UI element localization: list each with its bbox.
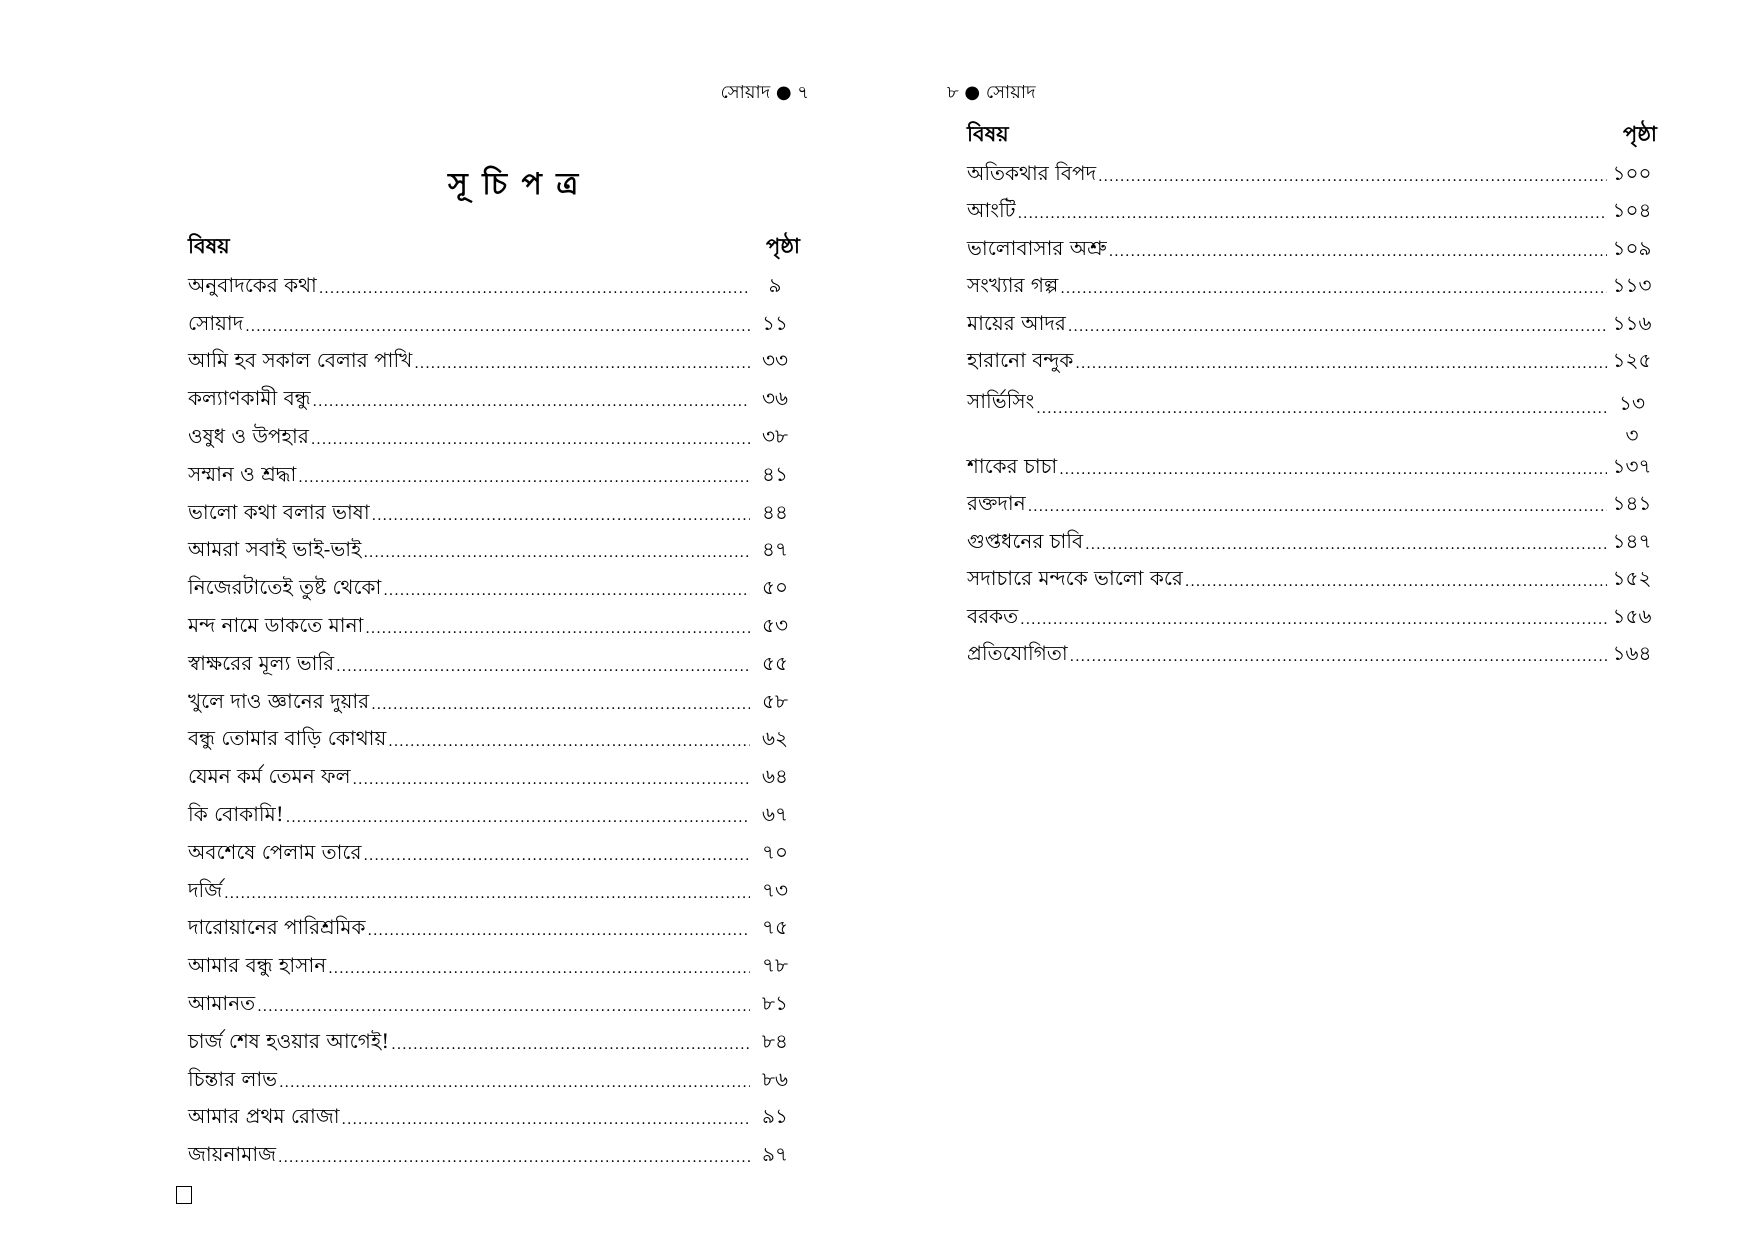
dot-leader — [371, 697, 750, 713]
toc-entry-page: ৩৮ — [762, 423, 788, 448]
dot-leader — [1098, 169, 1607, 185]
toc-entry-title: সংখ্যার গল্প — [967, 273, 1059, 297]
dot-leader — [319, 281, 750, 297]
toc-entry-page: ৯১ — [762, 1104, 788, 1129]
toc-entry-title: ভালো কথা বলার ভাষা — [188, 499, 370, 524]
toc-entry-title: প্রতিযোগিতা — [967, 641, 1068, 665]
toc-entry — [188, 644, 800, 682]
toc-entry — [967, 342, 1657, 380]
toc-entry-title: অনুবাদকের কথা — [188, 272, 317, 297]
dot-leader — [298, 470, 750, 486]
toc-entry-page: ১১৬ — [1612, 310, 1652, 335]
dot-leader — [1028, 499, 1607, 515]
toc-entry-page: ৭৫ — [762, 915, 788, 940]
toc-entry — [967, 560, 1657, 598]
toc-entry-page: ৭০ — [761, 839, 788, 864]
toc-entry-title: বন্ধু তোমার বাড়ি কোথায় — [188, 726, 387, 751]
page-header: পৃষ্ঠা — [765, 232, 800, 258]
toc-entry-title: অতিকথার বিপদ — [967, 160, 1097, 185]
dot-leader — [279, 1075, 750, 1091]
toc-entry-title: অবশেষে পেলাম তারে — [188, 839, 362, 864]
right-page — [877, 0, 1754, 1241]
toc-entry-title: চিন্তার লাভ — [188, 1066, 278, 1091]
toc-entry — [188, 871, 800, 909]
toc-entry — [188, 682, 800, 720]
toc-entry-page: ৬৪ — [762, 764, 788, 789]
toc-entry-title: কি বোকামি! — [188, 801, 284, 826]
toc-entry — [188, 568, 800, 606]
dot-leader — [363, 545, 750, 561]
toc-entry — [967, 447, 1657, 485]
toc-entry-page: ৮৪ — [762, 1028, 788, 1053]
toc-entry-page: ৭৩ — [761, 877, 788, 902]
dot-leader — [328, 961, 750, 977]
toc-entry — [967, 267, 1657, 305]
toc-entry-page: ১১৩ — [1612, 273, 1652, 297]
toc-entry — [188, 1098, 800, 1136]
toc-entry-page: ১৫৬ — [1612, 603, 1652, 628]
toc-entry — [188, 984, 800, 1022]
toc-entry-title: সম্মান ও শ্রদ্ধা — [188, 461, 297, 486]
toc-entry — [967, 304, 1657, 342]
toc-entry-title: আমার প্রথম রোজা — [188, 1104, 340, 1129]
toc-entry-title: আমরা সবাই ভাই-ভাই — [188, 537, 362, 562]
toc-entry-title: নিজেরটাতেই তুষ্ট থেকো — [188, 575, 382, 600]
dot-leader — [286, 810, 750, 826]
toc-entry — [967, 379, 1657, 447]
dot-leader — [245, 319, 750, 335]
dot-leader — [336, 659, 750, 675]
toc-entry-title: ভালোবাসার অশ্রু — [967, 235, 1107, 260]
subject-header: বিষয় — [188, 232, 230, 258]
toc-entry-page-part: ১৩ — [1619, 391, 1645, 415]
toc-entry — [188, 757, 800, 795]
toc-entry-page: ৯ — [768, 272, 782, 297]
toc-entry-page: ৬৭ — [761, 801, 788, 826]
dot-leader — [1085, 537, 1607, 553]
toc-entry — [967, 597, 1657, 635]
toc-entry-page: ১৩৭ — [1612, 453, 1652, 478]
toc-entry-title: আংটি — [967, 198, 1016, 222]
toc-entry — [188, 379, 800, 417]
toc-entry — [188, 909, 800, 947]
dot-leader — [1018, 206, 1607, 222]
dot-leader — [391, 1037, 750, 1053]
toc-entry-page-part: ৩ — [1625, 423, 1639, 447]
toc-entry — [967, 192, 1657, 230]
dot-leader — [1020, 612, 1607, 628]
dot-leader — [368, 923, 750, 939]
toc-entry — [188, 455, 800, 493]
toc-entry — [967, 635, 1657, 673]
dot-leader — [224, 886, 750, 902]
toc-entry-title: আমার বন্ধু হাসান — [188, 953, 327, 978]
toc-entry-title: সার্ভিসিং — [967, 389, 1035, 413]
toc-entry-title: হারানো বন্দুক — [967, 348, 1074, 372]
toc-entry-page: ১১ — [762, 310, 788, 335]
toc-entry-title: সদাচারে মন্দকে ভালো করে — [967, 566, 1183, 590]
dot-leader — [1070, 649, 1607, 665]
dot-leader — [1185, 574, 1607, 590]
toc-entry — [188, 1022, 800, 1060]
toc-right — [967, 116, 1657, 672]
toc-entry — [188, 946, 800, 984]
toc-entry — [188, 1060, 800, 1098]
toc-entry-title: ওষুধ ও উপহার — [188, 423, 309, 448]
toc-entry — [188, 266, 800, 304]
toc-title: সূ চি প ত্র — [448, 167, 581, 202]
toc-entry — [967, 229, 1657, 267]
toc-entry-page: ১২৫ — [1612, 348, 1652, 372]
dot-leader — [414, 356, 750, 372]
toc-entry — [188, 720, 800, 758]
toc-entry-title: শাকের চাচা — [967, 453, 1058, 478]
toc-entry-page: ৫৩ — [762, 612, 788, 637]
dot-leader — [311, 432, 750, 448]
subject-header: বিষয় — [967, 120, 1009, 146]
toc-entry — [188, 606, 800, 644]
toc-entry — [188, 833, 800, 871]
toc-entry-title: রক্তদান — [967, 491, 1026, 515]
toc-entry-title: যেমন কর্ম তেমন ফল — [188, 764, 351, 789]
toc-entry — [188, 493, 800, 531]
toc-entry-page: ৩৩ — [761, 348, 788, 373]
toc-entry-page: ৮১ — [762, 990, 788, 1015]
dot-leader — [1059, 462, 1607, 478]
dot-leader — [1109, 244, 1607, 260]
toc-entry-page: ১৫২ — [1612, 566, 1652, 590]
toc-entry — [188, 1135, 800, 1173]
toc-entry-title: বরকত — [967, 603, 1019, 628]
dot-leader — [1075, 356, 1607, 372]
toc-entry-title: আমি হব সকাল বেলার পাখি — [188, 348, 413, 373]
toc-header-right — [967, 116, 1657, 154]
dot-leader — [388, 734, 750, 750]
toc-entry-title: জায়নামাজ — [188, 1142, 277, 1167]
toc-entry-page: ৫৫ — [762, 650, 788, 675]
toc-entry — [967, 154, 1657, 192]
dot-leader — [313, 394, 750, 410]
toc-entry — [188, 304, 800, 342]
dot-leader — [342, 1112, 750, 1128]
corner-box-mark — [176, 1186, 192, 1204]
toc-entry-title: সোয়াদ — [188, 310, 244, 335]
dot-leader — [365, 621, 750, 637]
toc-entry-page: ৮৬ — [762, 1066, 788, 1091]
toc-left — [188, 228, 800, 1173]
toc-entry-page: ১০৯ — [1612, 235, 1652, 260]
toc-entry-page: ৫৮ — [762, 688, 788, 713]
toc-entry-page: ৯৭ — [762, 1142, 788, 1167]
dot-leader — [1068, 319, 1607, 335]
toc-entry — [188, 531, 800, 569]
dot-leader — [372, 508, 750, 524]
toc-entry-page: ৭৮ — [762, 953, 788, 978]
page-header: পৃষ্ঠা — [1622, 120, 1657, 146]
toc-entry — [967, 485, 1657, 523]
toc-entry-title: চার্জ শেষ হওয়ার আগেই! — [188, 1028, 390, 1053]
toc-header-left — [188, 228, 800, 266]
toc-entry-page — [1607, 387, 1657, 451]
toc-entry-title: খুলে দাও জ্ঞানের দুয়ার — [188, 688, 370, 713]
toc-entry — [188, 417, 800, 455]
toc-entry-title: গুপ্তধনের চাবি — [967, 528, 1084, 553]
toc-entry-title: মন্দ নামে ডাকতে মানা — [188, 612, 364, 637]
toc-entry-page: ১০৪ — [1612, 198, 1652, 222]
toc-entry-title: কল্যাণকামী বন্ধু — [188, 386, 311, 411]
toc-entry-page: ৩৬ — [761, 386, 788, 411]
dot-leader — [257, 999, 750, 1015]
dot-leader — [1060, 281, 1607, 297]
dot-leader — [1036, 401, 1607, 417]
toc-entry-page: ১০০ — [1612, 160, 1652, 185]
toc-entry-page: ১৪১ — [1612, 491, 1652, 515]
toc-entry — [188, 795, 800, 833]
toc-entry-page: ৪৪ — [762, 499, 788, 524]
toc-entry-page: ৫০ — [762, 575, 788, 600]
toc-entry-page: ৪১ — [762, 461, 788, 486]
toc-entry — [188, 342, 800, 380]
toc-entry-title: স্বাক্ষরের মূল্য ভারি — [188, 650, 335, 675]
toc-entry-title: আমানত — [188, 990, 256, 1015]
dot-leader — [278, 1150, 750, 1166]
toc-entry-title: দর্জি — [188, 877, 223, 902]
toc-entry-page: ১৪৭ — [1612, 528, 1652, 553]
toc-entry — [967, 522, 1657, 560]
running-head-left: সোয়াদ ● ৭ — [720, 82, 809, 103]
toc-entry-title: মায়ের আদর — [967, 310, 1066, 335]
toc-entry-title: দারোয়ানের পারিশ্রমিক — [188, 915, 366, 940]
toc-entry-page: ৪৭ — [762, 537, 788, 562]
toc-entry-page: ৬২ — [761, 726, 788, 751]
toc-entry-page: ১৬৪ — [1612, 641, 1652, 665]
dot-leader — [353, 772, 750, 788]
running-head-right: ৮ ● সোয়াদ — [947, 82, 1036, 103]
dot-leader — [383, 583, 750, 599]
dot-leader — [363, 848, 750, 864]
